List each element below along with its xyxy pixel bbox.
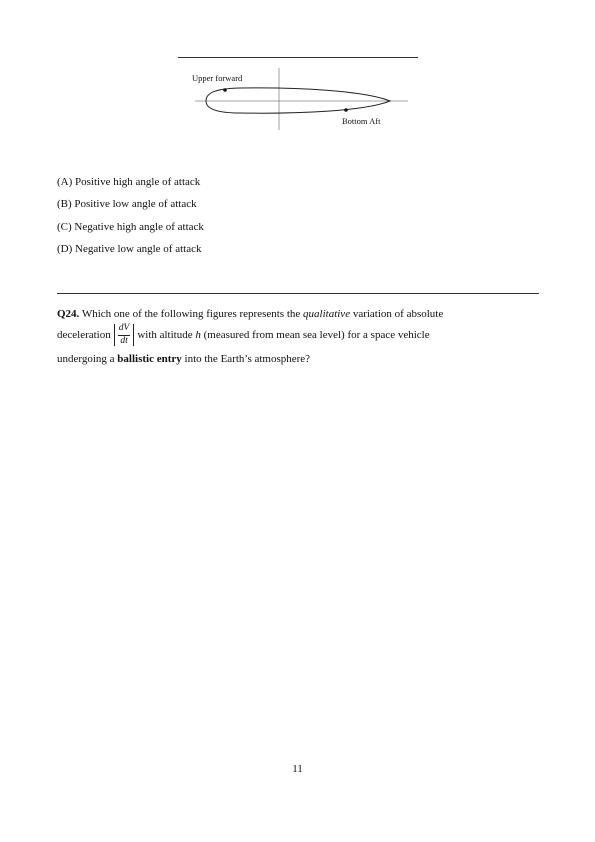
option-b: (B) Positive low angle of attack xyxy=(57,198,197,210)
altitude-variable: h xyxy=(195,329,201,341)
upper-forward-label: Upper forward xyxy=(192,73,243,83)
question-separator xyxy=(57,293,539,294)
airfoil-diagram xyxy=(170,60,420,140)
page-number: 11 xyxy=(292,763,303,775)
question-number: Q24. xyxy=(57,308,80,320)
qualitative-emphasis: qualitative xyxy=(303,308,351,320)
abs-derivative-dv-dt: $\frac{dV}{dt}$ xyxy=(114,324,135,346)
option-d: (D) Negative low angle of attack xyxy=(57,243,202,255)
option-a: (A) Positive high angle of attack xyxy=(57,176,201,188)
option-c: (C) Negative high angle of attack xyxy=(57,221,204,233)
question-line-1: Q24. Which one of the following figures represents the qualitative variation of absolute xyxy=(57,308,444,320)
airfoil-figure xyxy=(170,60,420,140)
top-rule xyxy=(178,57,418,58)
bottom-aft-point xyxy=(344,108,348,112)
question-line-2: deceleration $\frac{dV}{dt}$ with altitude h (measured from mean sea level) for a space vehicle xyxy=(57,323,430,346)
question-line-3: undergoing a ballistic entry into the Earth’s atmosphere? xyxy=(57,353,311,365)
ballistic-entry-bold: ballistic entry xyxy=(117,353,182,365)
bottom-aft-label: Bottom Aft xyxy=(342,116,381,126)
upper-forward-point xyxy=(223,88,227,92)
